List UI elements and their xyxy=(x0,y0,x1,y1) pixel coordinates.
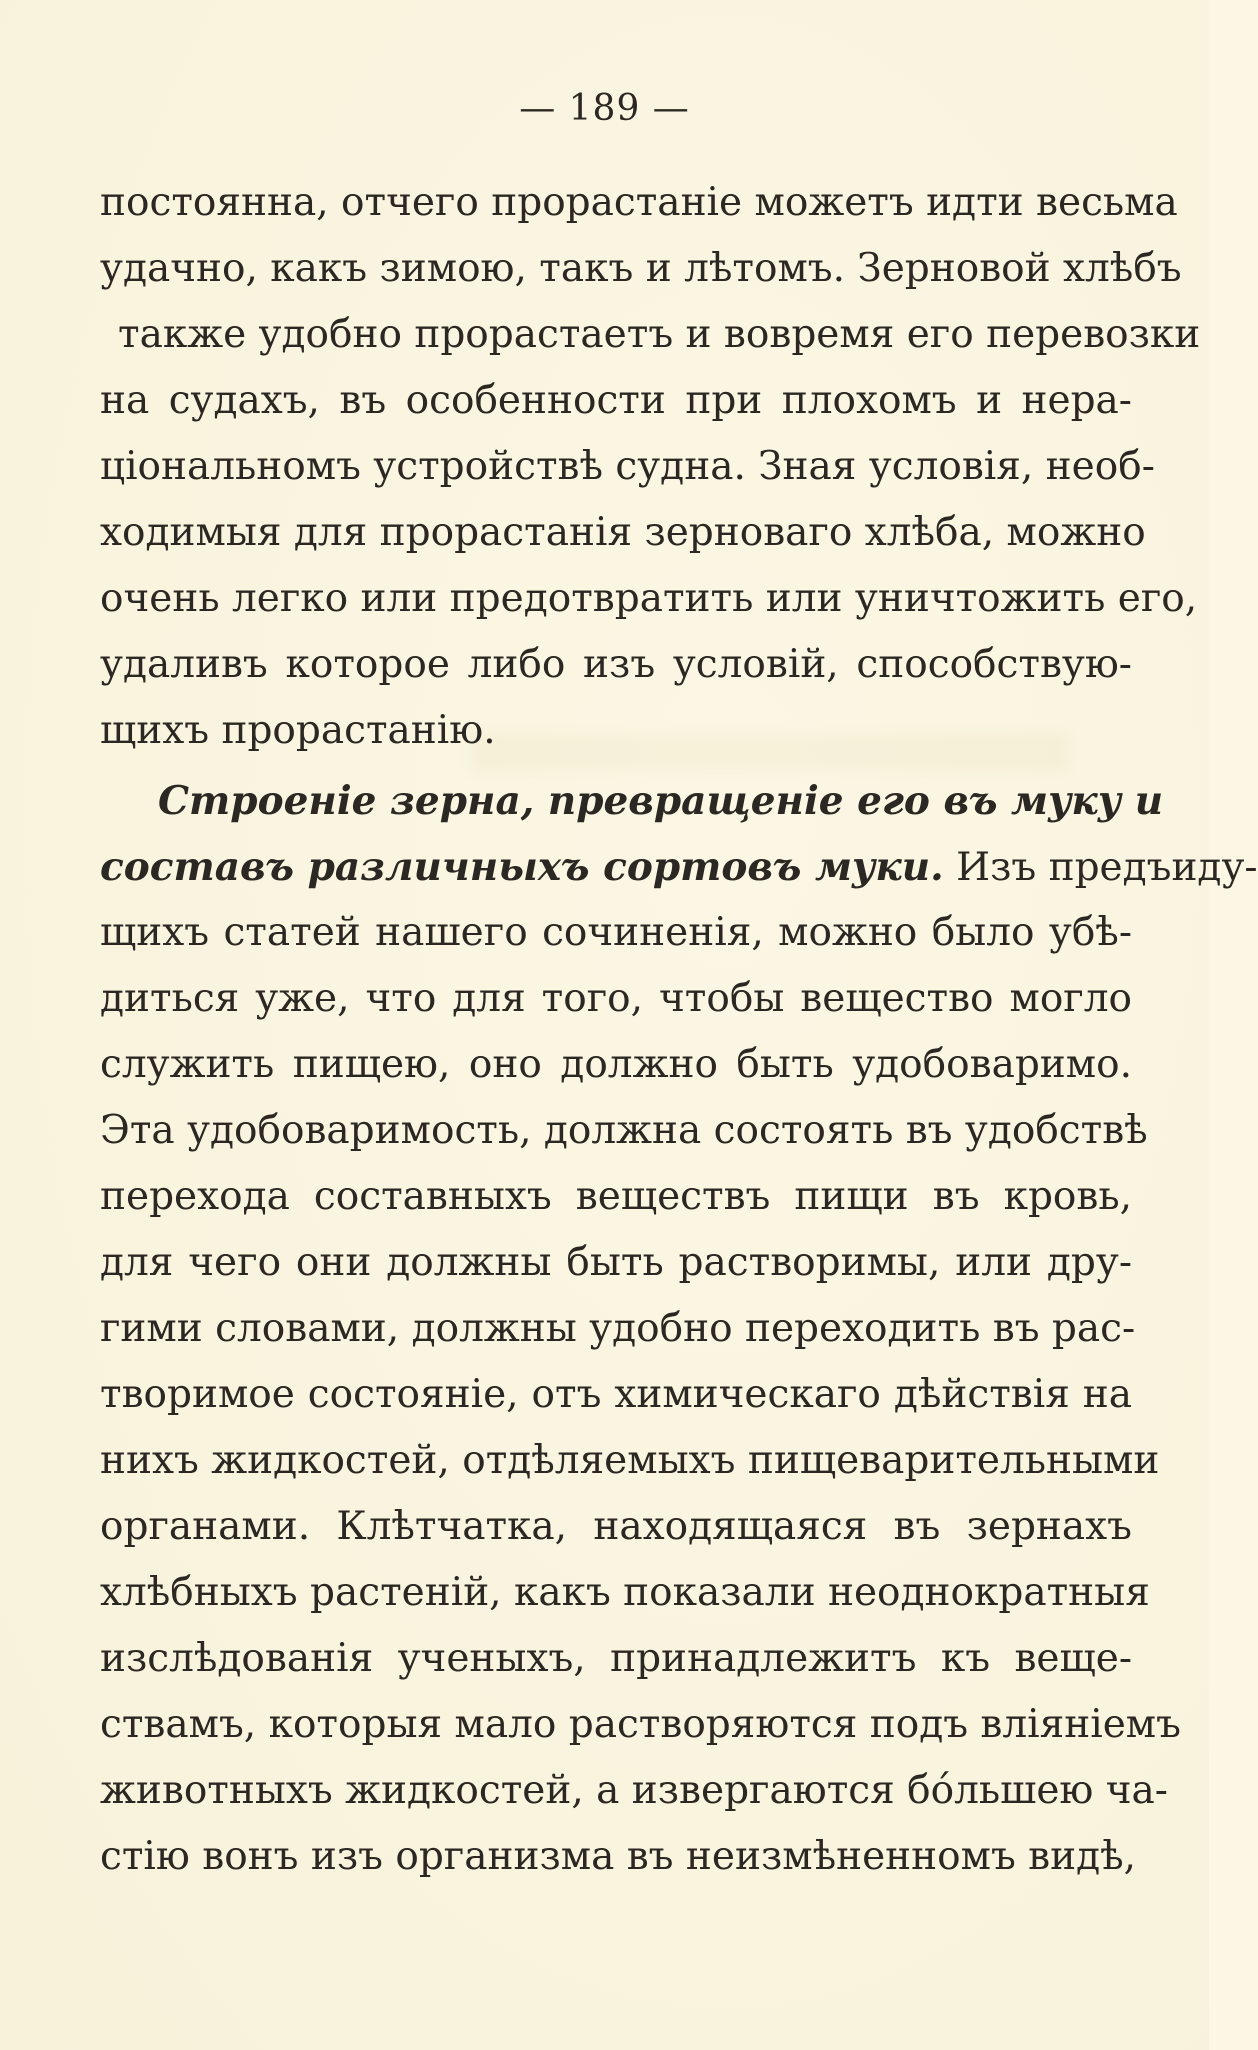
body-text xyxy=(100,170,1258,1890)
text-line: удаливъ которое либо изъ условій, способствую- xyxy=(100,642,1132,687)
text-line: хлѣбныхъ растеній, какъ показали неоднократныя xyxy=(100,1570,1150,1615)
text-line: постоянна, отчего прорастаніе можетъ идти весьма xyxy=(100,180,1178,225)
text-line: для чего они должны быть растворимы, или дру- xyxy=(100,1240,1132,1285)
section-heading-line-2 xyxy=(100,834,1258,900)
text-line: диться уже, что для того, чтобы вещество могло xyxy=(100,976,1132,1021)
text-line: ствамъ, которыя мало растворяются подъ вліяніемъ xyxy=(100,1702,1181,1747)
text-line: удачно, какъ зимою, такъ и лѣтомъ. Зерновой хлѣбъ xyxy=(100,246,1182,291)
section-heading-line: Строеніе зерна, превращеніе его въ муку и xyxy=(158,778,1164,824)
text-line: изслѣдованія ученыхъ, принадлежитъ къ веще- xyxy=(100,1636,1132,1681)
text-line: нихъ жидкостей, отдѣляемыхъ пищеварительными xyxy=(100,1438,1160,1483)
text-line: Эта удобоваримость, должна состоять въ удобствѣ xyxy=(100,1108,1148,1153)
text-line: стію вонъ изъ организма въ неизмѣненномъ видѣ, xyxy=(100,1834,1137,1879)
text-line: ціональномъ устройствѣ судна. Зная условія, необ- xyxy=(100,444,1155,489)
text-line: щихъ статей нашего сочиненія, можно было убѣ- xyxy=(100,910,1132,955)
text-line: щихъ прорастанію. xyxy=(100,708,496,753)
text-line: органами. Клѣтчатка, находящаяся въ зернахъ xyxy=(100,1504,1132,1549)
section-heading-italic: составъ различныхъ сортовъ муки. xyxy=(100,844,944,890)
text-line: животныхъ жидкостей, а извергаются бо́льшею ча- xyxy=(100,1768,1168,1813)
text-line: очень легко или предотвратить или уничтожить его, xyxy=(100,576,1198,621)
text-line: на судахъ, въ особенности при плохомъ и нера- xyxy=(100,378,1132,423)
text-line: перехода составныхъ веществъ пищи въ кровь, xyxy=(100,1174,1132,1219)
text-line: также удобно прорастаетъ и вовремя его перевозки xyxy=(118,312,1201,357)
page-number: — 189 — xyxy=(519,88,690,129)
text-line: гими словами, должны удобно переходить въ рас- xyxy=(100,1306,1136,1351)
section-heading-rest: Изъ предъиду- xyxy=(943,845,1258,890)
text-line: творимое состояніе, отъ химическаго дѣйствія на xyxy=(100,1372,1132,1417)
text-line: ходимыя для прорастанія зерноваго хлѣба, можно xyxy=(100,510,1146,555)
text-line: служить пищею, оно должно быть удобоваримо. xyxy=(100,1042,1132,1087)
